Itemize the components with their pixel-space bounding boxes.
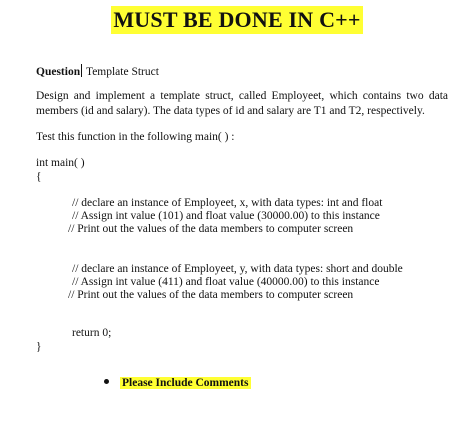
code-signature: int main( )	[36, 157, 85, 169]
note-text: Please Include Comments	[122, 377, 249, 389]
code-comment: // declare an instance of Employeet, y, with data types: short and double	[72, 263, 403, 275]
page-heading: MUST BE DONE IN C++	[113, 7, 361, 32]
heading-container	[0, 6, 474, 34]
code-comment: // declare an instance of Employeet, x, with data types: int and float	[72, 197, 383, 209]
question-line	[36, 64, 159, 79]
bullet-note	[104, 375, 251, 391]
question-label: Question	[36, 66, 81, 78]
description-paragraph: Design and implement a template struct, called Employeet, which contains two data members (id and salary). The data types of id and salary are T1 and T2, respectively.	[36, 90, 448, 117]
code-return: return 0;	[72, 327, 112, 339]
test-instruction: Test this function in the following main( ) :	[36, 131, 235, 143]
question-title: Template Struct	[85, 66, 159, 78]
code-comment: // Print out the values of the data members to computer screen	[68, 289, 354, 301]
bullet-dot-icon	[104, 379, 109, 384]
text-cursor	[81, 64, 82, 77]
code-open-brace: {	[36, 171, 42, 183]
code-comment: // Assign int value (101) and float value (30000.00) to this instance	[72, 210, 380, 222]
code-close-brace: }	[36, 341, 42, 353]
code-comment: // Assign int value (411) and float value (40000.00) to this instance	[72, 276, 380, 288]
code-comment: // Print out the values of the data members to computer screen	[68, 223, 354, 235]
